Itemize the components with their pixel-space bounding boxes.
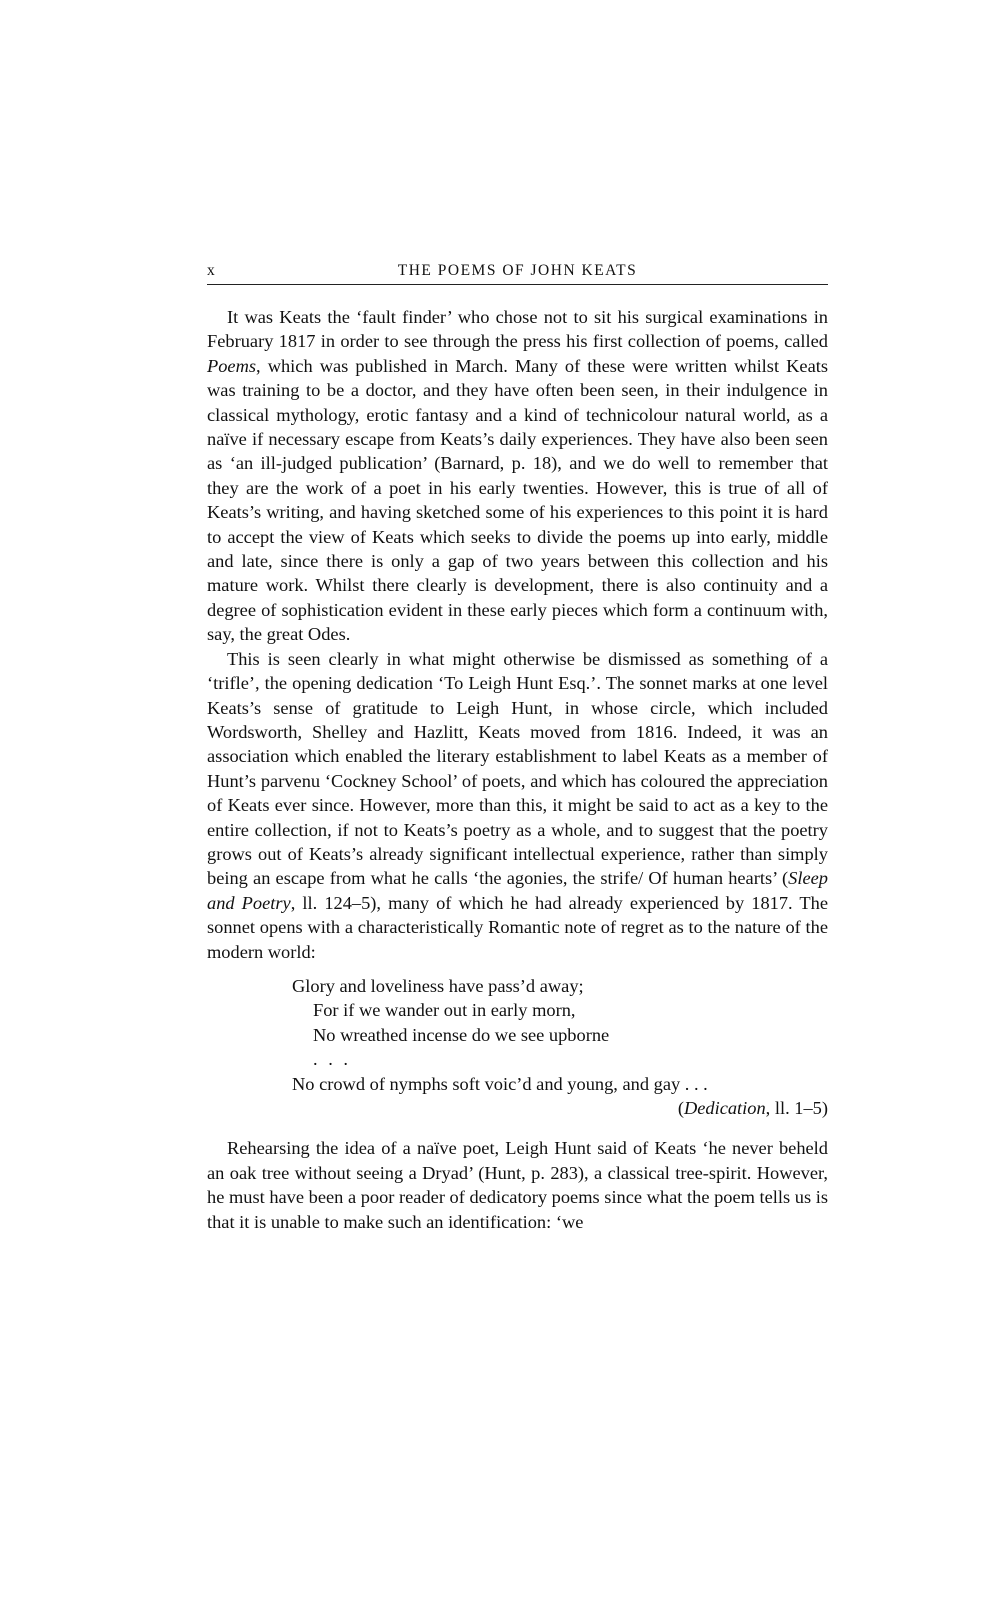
page-number: x [207, 262, 215, 279]
citation-title: Dedication [683, 1098, 766, 1118]
quote-citation [292, 1096, 828, 1120]
paragraph-2 [207, 647, 828, 964]
block-quotation [207, 974, 828, 1120]
body-text [207, 305, 828, 1234]
quote-line: No wreathed incense do we see upborne [313, 1024, 610, 1045]
paragraph-1 [207, 305, 828, 647]
paragraph-2-text-a: This is seen clearly in what might otherwise be dismissed as something of a ‘trifle’, the opening dedication ‘To Leigh Hunt Esq.’. The sonnet marks at one level Keats’s sense of gratitude to Leigh Hunt, in whose circle, which included Wordsworth, Shelley and Hazlitt, Keats moved from 1816. Indeed, it was an association which enabled the literary establishment to label Keats as a member of Hunt’s parvenu ‘Cockney School’ of poets, and which has coloured the appreciation of Keats ever since. However, more than this, it might be said to act as a key to the entire collection, if not to Keats’s poetry as a whole, and to suggest that the poetry grows out of Keats’s already significant intellectual experience, rather than simply being an escape from what he calls ‘the agonies, the strife/ Of human hearts’ ( [207, 648, 828, 889]
quote-line: No crowd of nymphs soft voic’d and young, and gay . . . [292, 1073, 708, 1094]
citation-open: ( [677, 1098, 684, 1118]
running-head-title: THE POEMS OF JOHN KEATS [397, 262, 638, 279]
paragraph-3: Rehearsing the idea of a naïve poet, Leigh Hunt said of Keats ‘he never beheld an oak tree without seeing a Dryad’ (Hunt, p. 283), a classical tree-spirit. However, he must have been a poor reader of dedicatory poems since what the poem tells us is that it is unable to make such an identification: ‘we [207, 1138, 828, 1232]
sleep-and-poetry-title: Sleep and Poetry [207, 868, 828, 913]
quote-line: For if we wander out in early morn, [313, 1000, 576, 1021]
paragraph-1-text-b: , which was published in March. Many of these were written whilst Keats was training to be a doctor, and they have often been seen, in their indulgence in classical mythology, erotic fantasy and a kind of technicolour natural world, as a naïve if necessary escape from Keats’s daily experiences. They have also been seen as ‘an ill-judged publication’ (Barnard, p. 18), and we do well to remember that they are the work of a poet in his early twenties. However, this is true of all of Keats’s writing, and having sketched some of his experiences to this point it is hard to accept the view of Keats which seeks to divide the poems up into early, middle and late, since there is only a gap of two years between this collection and his mature work. Whilst there clearly is development, there is also continuity and a degree of sophistication evident in these early pieces which form a continuum with, say, the great Odes. [207, 355, 828, 645]
running-head [207, 258, 828, 285]
paragraph-2-text-b: , ll. 124–5), many of which he had already experienced by 1817. The sonnet opens with a characteristically Romantic note of regret as to the nature of the modern world: [207, 892, 828, 962]
quote-line: Glory and loveliness have pass’d away; [292, 975, 584, 996]
poems-title: Poems [207, 355, 257, 376]
quote-ellipsis: . . . [313, 1049, 351, 1070]
paragraph-1-text-a: It was Keats the ‘fault finder’ who chose not to sit his surgical examinations in February 1817 in order to see through the press his first collection of poems, called [207, 307, 828, 352]
book-page [207, 258, 828, 1234]
citation-lines: , ll. 1–5) [765, 1098, 828, 1118]
